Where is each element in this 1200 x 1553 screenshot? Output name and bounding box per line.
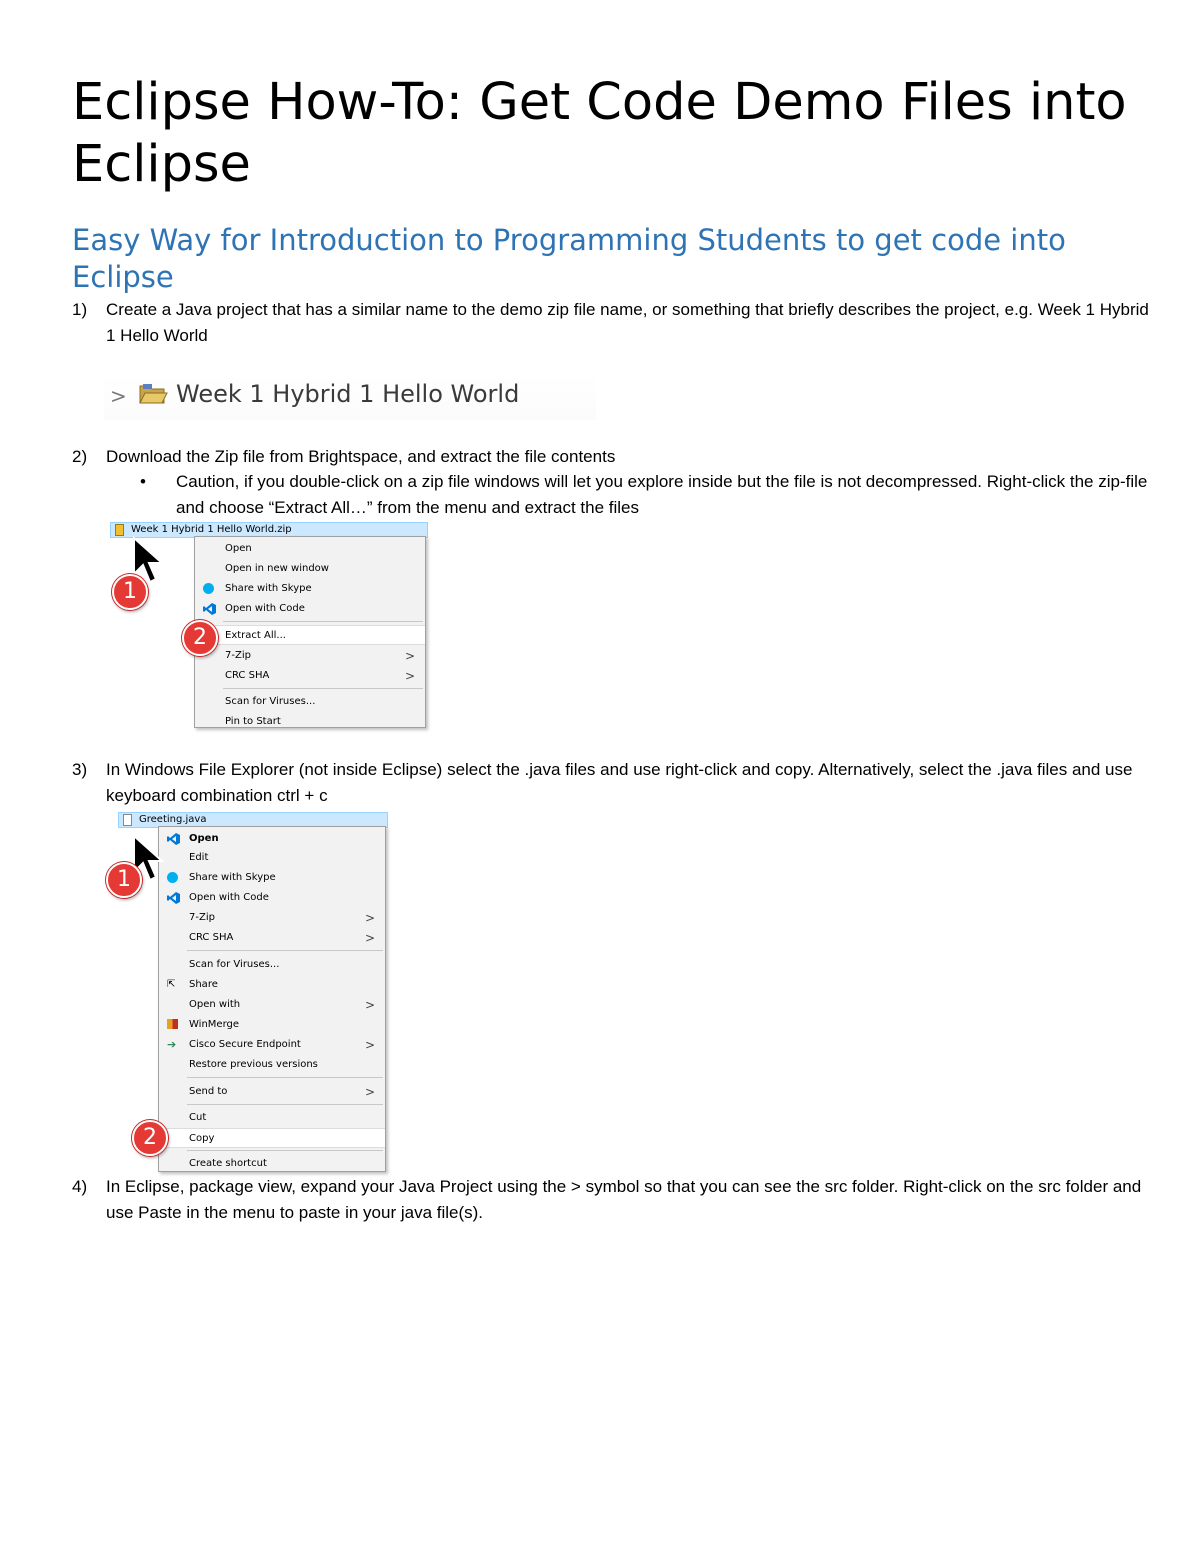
section-heading: Easy Way for Introduction to Programming Students to get code into Eclipse <box>72 223 1066 294</box>
menu-item-share-skype[interactable]: Share with Skype <box>195 579 425 599</box>
submenu-arrow-icon: > <box>404 669 415 683</box>
menu-separator <box>187 1077 383 1078</box>
project-name: Week 1 Hybrid 1 Hello World <box>176 380 520 408</box>
cisco-icon: ➔ <box>167 1038 177 1051</box>
menu-item-edit[interactable]: Edit <box>189 852 209 863</box>
submenu-arrow-icon: > <box>364 931 375 945</box>
step-number: 2) <box>72 447 88 466</box>
submenu-arrow-icon: > <box>364 1085 375 1099</box>
menu-item-scan-viruses[interactable]: Scan for Viruses... <box>225 696 316 707</box>
skype-icon <box>167 872 178 883</box>
menu-item-share[interactable]: ⇱ Share <box>167 979 218 990</box>
zip-file-name: Week 1 Hybrid 1 Hello World.zip <box>131 524 292 535</box>
project-tree-screenshot <box>104 374 596 420</box>
step-badge-1: 1 <box>112 574 148 610</box>
java-context-menu <box>158 826 386 1172</box>
step-text: In Eclipse, package view, expand your Java Project using the > symbol so that you can see the src folder. Right-click on the src folder and use Paste in the menu to paste in your java file(s). <box>106 1177 1142 1222</box>
vscode-icon <box>203 603 216 615</box>
zip-context-menu <box>194 536 426 728</box>
step-badge-2: 2 <box>132 1120 168 1156</box>
menu-item-7zip[interactable]: 7-Zip > <box>195 646 425 666</box>
step-number: 1) <box>72 300 88 319</box>
menu-item-crc-sha[interactable]: CRC SHA > <box>159 928 385 948</box>
java-file-icon <box>123 814 132 826</box>
menu-item-cisco-secure-endpoint[interactable]: ➔ Cisco Secure Endpoint > <box>159 1035 385 1055</box>
share-icon: ⇱ <box>167 979 176 990</box>
menu-item-open-new-window[interactable]: Open in new window <box>225 563 329 574</box>
submenu-arrow-icon: > <box>364 1038 375 1052</box>
submenu-arrow-icon: > <box>364 998 375 1012</box>
menu-item-open-with-code[interactable]: Open with Code <box>195 599 425 619</box>
submenu-arrow-icon: > <box>404 649 415 663</box>
step-number: 4) <box>72 1177 88 1196</box>
vscode-icon <box>167 833 180 845</box>
menu-separator <box>187 1104 383 1105</box>
java-file-name: Greeting.java <box>139 814 207 825</box>
menu-item-open[interactable]: Open <box>225 543 252 554</box>
vscode-icon <box>167 892 180 904</box>
menu-item-crc-sha[interactable]: CRC SHA > <box>195 666 425 686</box>
bullet-text: Caution, if you double-click on a zip file windows will let you explore inside but the file is not decompressed. Right-click the zip-file and choose “Extract All…” from the menu and extract the files <box>176 472 1148 517</box>
menu-item-scan-viruses[interactable]: Scan for Viruses... <box>189 959 280 970</box>
menu-item-pin-start[interactable]: Pin to Start <box>225 716 281 727</box>
step-text: Create a Java project that has a similar name to the demo zip file name, or something that briefly describes the project, e.g. Week 1 Hybrid 1 Hello World <box>106 300 1149 345</box>
menu-separator <box>223 688 423 689</box>
folder-open-icon <box>138 382 168 406</box>
menu-item-share-skype[interactable]: Share with Skype <box>159 868 385 888</box>
menu-separator <box>187 950 383 951</box>
menu-item-extract-all[interactable]: Extract All... <box>195 625 425 645</box>
expand-chevron-icon: > <box>110 384 127 408</box>
step-text: Download the Zip file from Brightspace, and extract the file contents <box>106 447 616 466</box>
step-badge-1: 1 <box>106 862 142 898</box>
menu-separator <box>223 621 423 622</box>
page-title: Eclipse How-To: Get Code Demo Files into Eclipse <box>72 73 1127 194</box>
menu-item-winmerge[interactable]: WinMerge <box>159 1015 385 1035</box>
menu-item-restore-previous[interactable]: Restore previous versions <box>189 1059 318 1070</box>
step-number: 3) <box>72 760 88 779</box>
java-context-menu-screenshot <box>104 812 388 1172</box>
menu-item-open-with[interactable]: Open with > <box>159 995 385 1015</box>
menu-item-send-to[interactable]: Send to > <box>159 1082 385 1102</box>
zip-file-icon <box>115 524 124 536</box>
winmerge-icon <box>167 1019 178 1029</box>
bullet-icon: • <box>140 472 146 491</box>
skype-icon <box>203 583 214 594</box>
step-text: In Windows File Explorer (not inside Eclipse) select the .java files and use right-click and copy. Alternatively, select the .java files and use keyboard combination ctrl + c <box>106 760 1133 805</box>
menu-item-open[interactable]: Open <box>159 829 385 849</box>
menu-item-cut[interactable]: Cut <box>189 1112 207 1123</box>
menu-item-7zip[interactable]: 7-Zip > <box>159 908 385 928</box>
menu-item-open-with-code[interactable]: Open with Code <box>159 888 385 908</box>
menu-separator <box>187 1150 383 1151</box>
menu-item-create-shortcut[interactable]: Create shortcut <box>189 1158 267 1169</box>
step-badge-2: 2 <box>182 620 218 656</box>
zip-context-menu-screenshot <box>110 522 428 728</box>
menu-item-copy[interactable]: Copy <box>159 1128 385 1148</box>
submenu-arrow-icon: > <box>364 911 375 925</box>
